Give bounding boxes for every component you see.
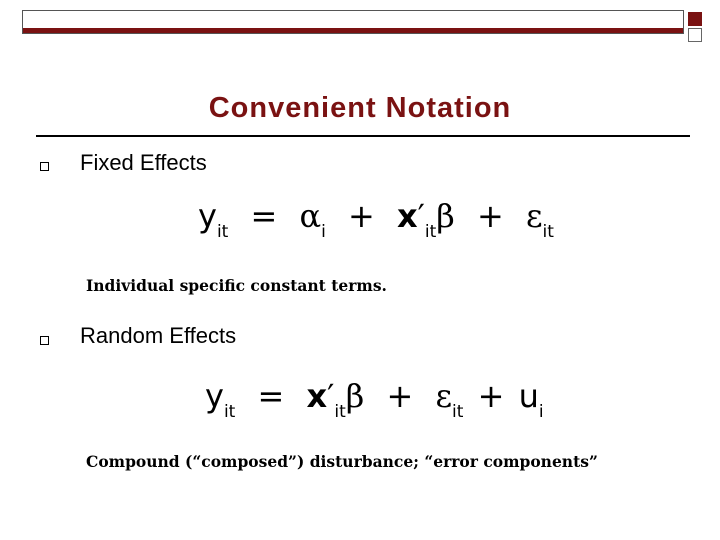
eq-epsilon: ε [525, 197, 543, 235]
eq-lhs-sub: it [223, 402, 236, 422]
equation-fixed-effects [198, 197, 554, 242]
eq-prime: ′ [417, 197, 425, 235]
slide-title: Convenient Notation [208, 92, 512, 124]
square-bullet-icon [40, 162, 49, 171]
eq-u-sub: i [538, 402, 544, 422]
equation-random-effects [205, 377, 544, 422]
eq-lhs: y [198, 197, 217, 235]
title-divider [36, 135, 690, 137]
note-random-effects: Compound (“composed”) disturbance; “error components” [86, 452, 598, 471]
eq-plus: + [348, 197, 375, 235]
eq-equals: = [250, 197, 278, 235]
eq-equals: = [257, 377, 285, 415]
eq-epsilon-sub: it [452, 402, 464, 422]
top-decorative-bar [22, 10, 684, 34]
eq-plus: + [386, 377, 414, 415]
eq-plus: + [476, 197, 504, 235]
section-heading-fixed-effects: Fixed Effects [80, 150, 207, 175]
eq-alpha-sub: i [321, 222, 326, 242]
eq-u: u [518, 377, 539, 415]
eq-lhs-sub: it [216, 222, 229, 242]
eq-x-bold: x [396, 197, 418, 235]
corner-square-filled [688, 12, 702, 26]
square-bullet-icon [40, 336, 49, 345]
eq-x-sub: it [334, 402, 346, 422]
eq-lhs: y [205, 377, 224, 415]
eq-x-sub: it [424, 222, 437, 242]
eq-epsilon: ε [435, 377, 453, 415]
section-heading-random-effects: Random Effects [80, 323, 237, 348]
eq-epsilon-sub: it [542, 222, 554, 242]
eq-beta: β [345, 377, 365, 415]
eq-beta: β [436, 197, 455, 235]
eq-alpha: α [299, 197, 322, 235]
eq-x-bold: x [306, 377, 328, 415]
eq-plus: + [477, 377, 505, 415]
corner-square-outline [688, 28, 702, 42]
note-fixed-effects: Individual specific constant terms. [86, 276, 387, 295]
eq-prime: ′ [327, 377, 335, 415]
